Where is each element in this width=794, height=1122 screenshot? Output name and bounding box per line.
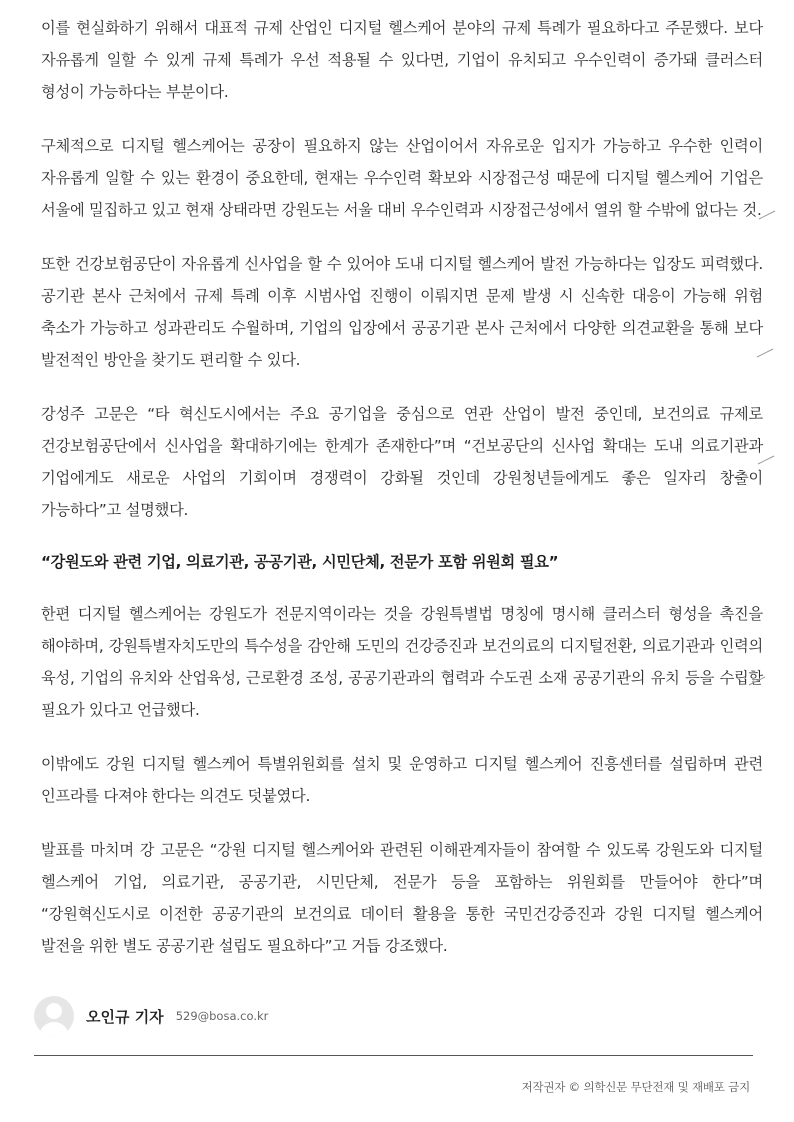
avatar [34, 996, 74, 1036]
article-subheading: “강원도와 관련 기업, 의료기관, 공공기관, 시민단체, 전문가 포함 위원회 필요” [41, 553, 559, 571]
article-paragraph: 강성주 고문은 “타 혁신도시에서는 주요 공기업을 중심으로 연관 산업이 발전 중인데, 보건의료 규제로 건강보험공단에서 신사업을 확대하기에는 한계가 존재한다”며 “건보공단의 신사업 확대는 도내 의료기관과 기업에게도 새로운 사업의 기회이며 경쟁력이 강화될 것인데 강원청년들에게도 좋은 일자리 창출이 가능하다”고 설명했다. [41, 405, 763, 519]
reporter-email[interactable]: 529@bosa.co.kr [175, 1009, 269, 1023]
article-paragraph: 이밖에도 강원 디지털 헬스케어 특별위원회를 설치 및 운영하고 디지털 헬스케어 진흥센터를 설립하며 관련 인프라를 다져야 한다는 의견도 덧붙였다. [41, 755, 763, 805]
copyright-notice: 저작권자 © 의학신문 무단전재 및 재배포 금지 [521, 1080, 750, 1094]
avatar-shoulders-shape [39, 1022, 69, 1036]
margin-pen-mark [748, 676, 766, 686]
margin-pen-mark [758, 210, 776, 220]
article-paragraph: 또한 건강보험공단이 자유롭게 신사업을 할 수 있어야 도내 디지털 헬스케어 발전 가능하다는 입장도 피력했다. 공기관 본사 근처에서 규제 특례 이후 시범사업 진행이 이뤄지면 문제 발생 시 신속한 대응이 가능해 위험 축소가 가능하고 성과관리도 수월하며, 기업의 입장에서 공공기관 본사 근처에서 다양한 의견교환을 통해 보다 발전적인 방안을 찾기도 편리할 수 있다. [41, 255, 763, 369]
article-paragraph: 구체적으로 디지털 헬스케어는 공장이 필요하지 않는 산업이어서 자유로운 입지가 가능하고 우수한 인력이 자유롭게 일할 수 있는 환경이 중요한데, 현재는 우수인력 확보와 시장접근성 때문에 디지털 헬스케어 기업은 서울에 밀집하고 있고 현재 상태라면 강원도는 서울 대비 우수인력과 시장접근성에서 열위 할 수밖에 없다는 것. [41, 137, 763, 219]
article-body [41, 12, 763, 984]
article-paragraph: 이를 현실화하기 위해서 대표적 규제 산업인 디지털 헬스케어 분야의 규제 특례가 필요하다고 주문했다. 보다 자유롭게 일할 수 있게 규제 특례가 우선 적용될 수 있다면, 기업이 유치되고 우수인력이 증가돼 클러스터 형성이 가능하다는 부분이다. [41, 19, 763, 101]
reporter-name[interactable]: 오인규 기자 [86, 1007, 164, 1026]
avatar-head-shape [46, 1003, 62, 1019]
footer-divider [34, 1055, 753, 1056]
article-paragraph: 발표를 마치며 강 고문은 “강원 디지털 헬스케어와 관련된 이해관계자들이 참여할 수 있도록 강원도와 디지털 헬스케어 기업, 의료기관, 공공기관, 시민단체, 전문가 등을 포함하는 위원회를 만들어야 한다”며 “강원혁신도시로 이전한 공공기관의 보건의료 데이터 활용을 통한 국민건강증진과 강원 디지털 헬스케어 발전을 위한 별도 공공기관 설립도 필요하다”고 거듭 강조했다. [41, 841, 763, 955]
reporter-byline [34, 994, 268, 1038]
margin-pen-mark [757, 455, 775, 465]
article-paragraph: 한편 디지털 헬스케어는 강원도가 전문지역이라는 것을 강원특별법 명칭에 명시해 클러스터 형성을 촉진을 해야하며, 강원특별자치도만의 특수성을 감안해 도민의 건강증진과 보건의료의 디지털전환, 의료기관과 인력의 육성, 기업의 유치와 산업육성, 근로환경 조성, 공공기관과의 협력과 수도권 소재 공공기관의 유치 등을 수립할 필요가 있다고 언급했다. [41, 605, 763, 719]
margin-pen-mark [756, 348, 774, 358]
